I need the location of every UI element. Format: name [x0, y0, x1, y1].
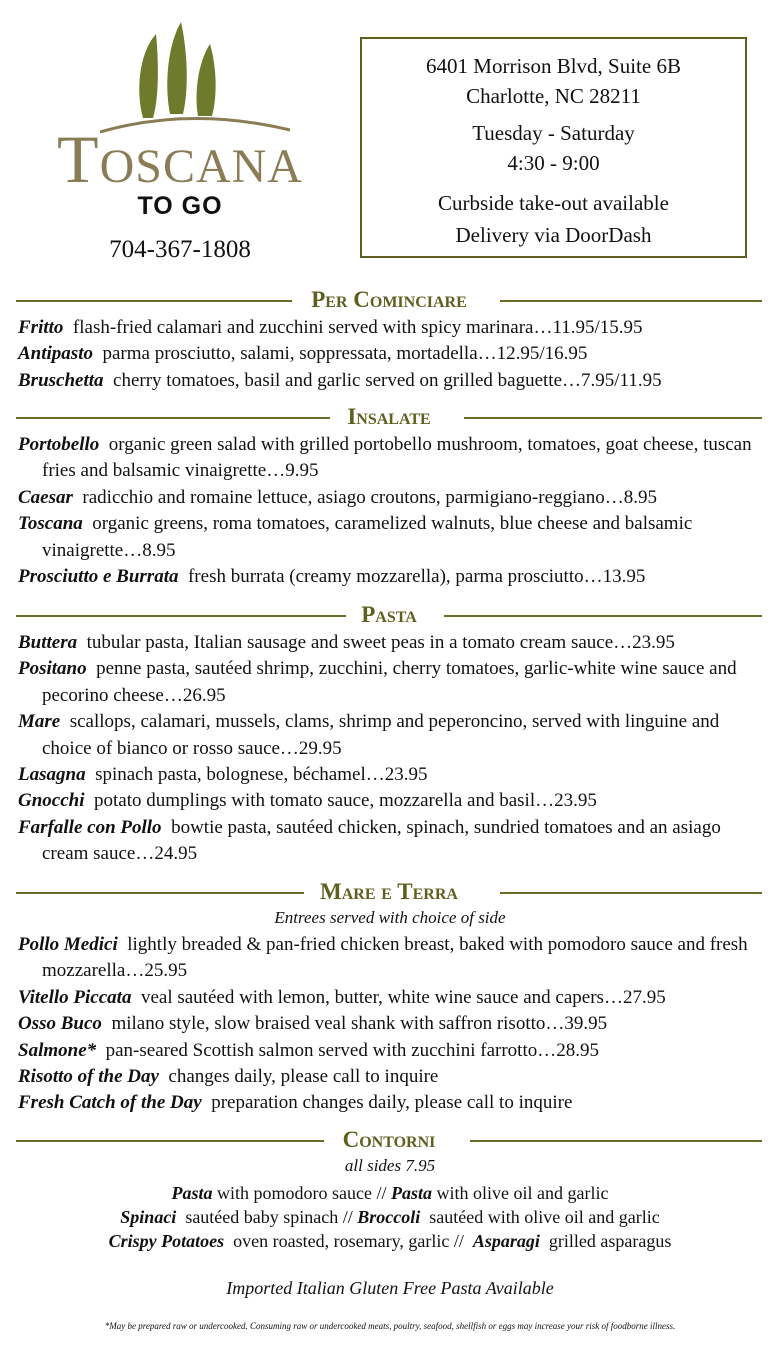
logo-subtitle: TO GO [137, 192, 223, 220]
menu-item-prosciutto-burrata [18, 564, 766, 590]
item-desc: changes daily, please call to inquire [168, 1066, 439, 1088]
section-insalate [18, 432, 766, 590]
section-per-cominciare [18, 315, 766, 394]
side-line [0, 1181, 780, 1205]
item-name: Toscana [18, 513, 83, 535]
menu-item-risotto-of-the-day [18, 1064, 766, 1090]
section-header-per-cominciare [16, 288, 762, 312]
side-desc: sautéed with olive oil and garlic [429, 1207, 660, 1227]
phone-number[interactable]: 704-367-1808 [109, 236, 251, 263]
open-days: Tuesday - Saturday [472, 121, 635, 145]
item-name: Positano [18, 658, 87, 680]
item-name: Antipasto [18, 343, 93, 365]
item-name: Farfalle con Pollo [18, 816, 162, 838]
side-name: Pasta [171, 1183, 213, 1203]
item-name: Salmone* [18, 1039, 97, 1061]
menu-item-gnocchi [18, 788, 766, 814]
menu-item-salmone [18, 1038, 766, 1064]
item-desc: lightly breaded & pan-fried chicken breast, baked with pomodoro sauce and fresh mozzarella…25.95 [42, 934, 748, 982]
section-header-mare-e-terra [16, 880, 762, 904]
open-hours: 4:30 - 9:00 [507, 151, 600, 175]
item-desc: bowtie pasta, sautéed chicken, spinach, sundried tomatoes and an asiago cream sauce…24.95 [42, 816, 721, 865]
address-line-2: Charlotte, NC 28211 [466, 84, 641, 108]
item-name: Risotto of the Day [18, 1066, 159, 1088]
address-line-1: 6401 Morrison Blvd, Suite 6B [426, 54, 681, 78]
item-desc: veal sautéed with lemon, butter, white wine sauce and capers…27.95 [140, 986, 666, 1008]
section-title: Contorni [333, 1127, 446, 1152]
side-desc: grilled asparagus [548, 1231, 672, 1251]
side-desc: oven roasted, rosemary, garlic // [233, 1231, 464, 1251]
side-name: Crispy Potatoes [108, 1231, 225, 1251]
item-name: Vitello Piccata [18, 986, 132, 1008]
menu-item-positano [18, 656, 766, 709]
item-name: Pollo Medici [18, 934, 118, 955]
menu-item-mare [18, 709, 766, 762]
side-desc: with olive oil and garlic [436, 1183, 609, 1203]
item-name: Caesar [18, 486, 73, 508]
item-name: Prosciutto e Burrata [18, 566, 179, 588]
item-desc: preparation changes daily, please call to inquire [211, 1092, 573, 1114]
item-name: Mare [18, 711, 61, 733]
menu-item-fritto [18, 315, 766, 341]
side-name: Asparagi [472, 1231, 540, 1251]
toscana-logo [40, 14, 320, 204]
side-name: Spinaci [120, 1207, 177, 1227]
side-desc: with pomodoro sauce // [217, 1183, 387, 1203]
item-name: Lasagna [18, 764, 86, 786]
item-desc: fresh burrata (creamy mozzarella), parma prosciutto…13.95 [187, 566, 646, 588]
item-name: Fresh Catch of the Day [18, 1092, 202, 1114]
item-desc: scallops, calamari, mussels, clams, shrimp and peperoncino, served with linguine and choice of bianco or rosso sauce…29.95 [42, 711, 720, 759]
info-box [360, 37, 747, 258]
item-name: Buttera [18, 632, 78, 653]
item-desc: flash-fried calamari and zucchini served with spicy marinara…11.95/15.95 [72, 317, 643, 338]
logo-text: Toscana [57, 121, 303, 197]
menu-item-bruschetta [18, 368, 766, 394]
gluten-free-note: Imported Italian Gluten Free Pasta Available [226, 1278, 554, 1298]
menu-item-osso-buco [18, 1011, 766, 1037]
disclaimer: *May be prepared raw or undercooked. Consuming raw or undercooked meats, poultry, seafood, shellfish or eggs may increase your risk of foodborne illness. [104, 1321, 676, 1331]
item-name: Bruschetta [18, 369, 104, 391]
item-desc: milano style, slow braised veal shank with saffron risotto…39.95 [111, 1013, 608, 1035]
side-name: Pasta [391, 1183, 433, 1203]
section-title: Mare e Terra [310, 879, 468, 904]
item-desc: organic greens, roma tomatoes, caramelized walnuts, blue cheese and balsamic vinaigrette…8.95 [42, 513, 693, 561]
item-desc: penne pasta, sautéed shrimp, zucchini, cherry tomatoes, garlic-white wine sauce and pecorino cheese…26.95 [42, 658, 737, 706]
menu-item-fresh-catch [18, 1090, 766, 1116]
service-curbside: Curbside take-out available [438, 191, 669, 215]
item-desc: radicchio and romaine lettuce, asiago croutons, parmigiano-reggiano…8.95 [82, 486, 657, 508]
item-desc: pan-seared Scottish salmon served with zucchini farrotto…28.95 [105, 1039, 599, 1061]
side-desc: sautéed baby spinach // [185, 1207, 353, 1227]
section-contorni [0, 1181, 780, 1253]
item-desc: cherry tomatoes, basil and garlic served on grilled baguette…7.95/11.95 [113, 369, 662, 391]
service-delivery: Delivery via DoorDash [455, 223, 652, 247]
section-header-insalate [16, 405, 762, 429]
item-desc: potato dumplings with tomato sauce, mozzarella and basil…23.95 [94, 790, 597, 812]
section-title: Insalate [337, 404, 440, 429]
menu-item-lasagna [18, 762, 766, 788]
menu-item-toscana [18, 511, 766, 564]
item-name: Gnocchi [18, 790, 85, 812]
section-note: Entrees served with choice of side [274, 908, 506, 927]
cypress-trees-icon [100, 22, 290, 132]
side-line [0, 1229, 780, 1253]
menu-item-pollo-medici [18, 932, 766, 985]
section-note: all sides 7.95 [344, 1156, 436, 1175]
item-desc: parma prosciutto, salami, soppressata, mortadella…12.95/16.95 [102, 343, 588, 365]
section-header-pasta [16, 603, 762, 627]
menu-item-portobello [18, 432, 766, 485]
section-title: Per Cominciare [301, 287, 477, 312]
item-name: Fritto [18, 317, 64, 338]
menu-item-caesar [18, 485, 766, 511]
menu-item-antipasto [18, 341, 766, 367]
menu-item-buttera [18, 630, 766, 656]
section-header-contorni [16, 1128, 762, 1152]
side-line [0, 1205, 780, 1229]
item-desc: tubular pasta, Italian sausage and sweet peas in a tomato cream sauce…23.95 [86, 632, 675, 653]
menu-item-farfalle-con-pollo [18, 815, 766, 868]
item-name: Osso Buco [18, 1013, 102, 1035]
item-desc: organic green salad with grilled portobello mushroom, tomatoes, goat cheese, tuscan fries and balsamic vinaigrette…9.95 [42, 434, 752, 482]
item-name: Portobello [18, 434, 100, 455]
item-desc: spinach pasta, bolognese, béchamel…23.95 [95, 764, 428, 786]
menu-item-vitello-piccata [18, 985, 766, 1011]
section-mare-e-terra [18, 932, 766, 1117]
section-pasta [18, 630, 766, 868]
side-name: Broccoli [357, 1207, 421, 1227]
section-title: Pasta [351, 602, 427, 627]
